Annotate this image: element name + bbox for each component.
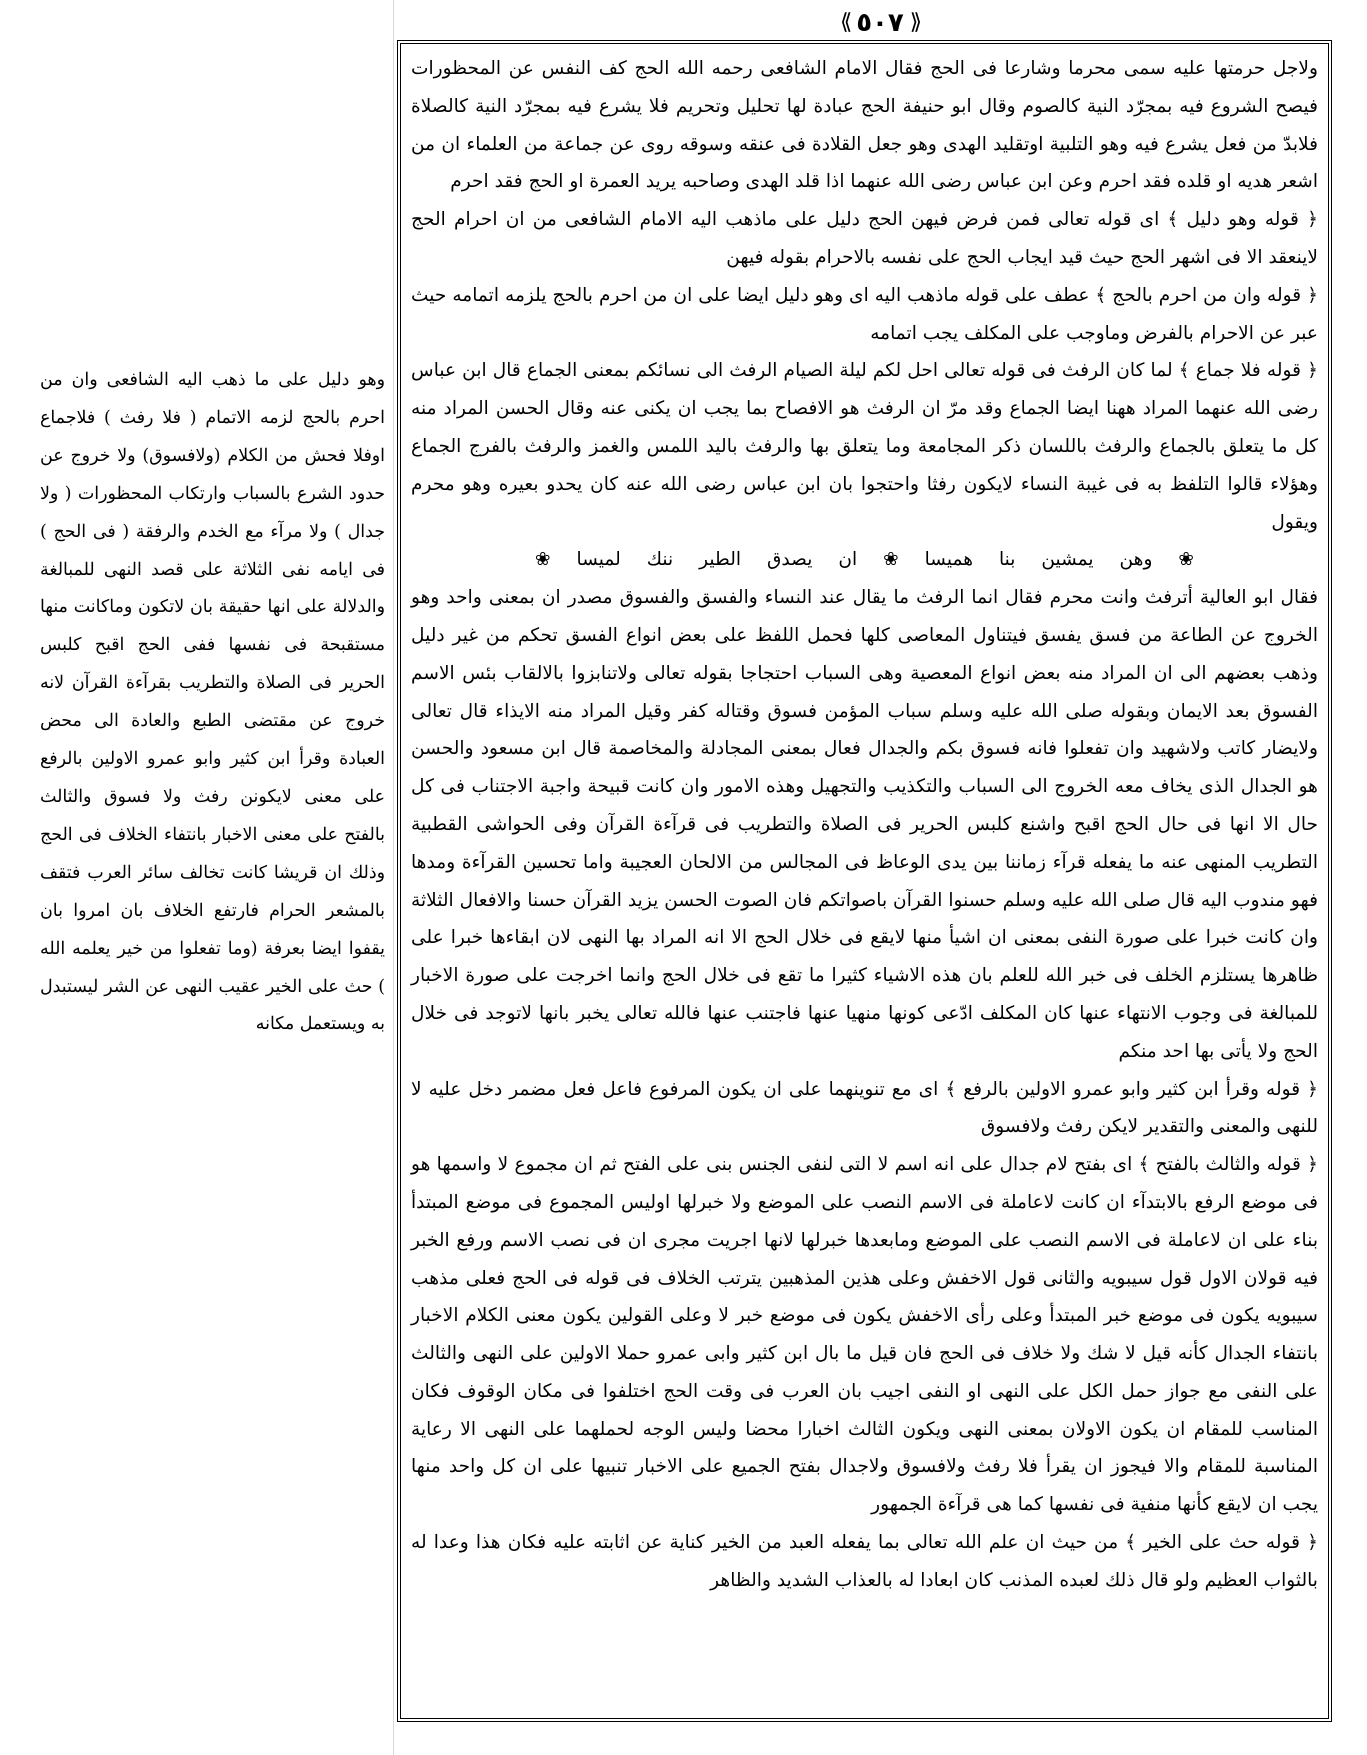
commentary-frame (397, 40, 1332, 1722)
commentary-paragraph: ﴿ قوله حث على الخير ﴾ من حيث ان علم الله تعالى بما يفعله العبد من الخير كناية عن اثابته عليه فكان هذا وعدا له بالثواب العظيم ولو قال ذلك لعبده المذنب كان ابعادا له بالعذاب الشديد والظاهر (411, 1532, 1318, 1591)
commentary-paragraph: فقال ابو العالية أترفث وانت محرم فقال انما الرفث ما يقال عند النساء والفسق والفسوق مصدر ان بمعنى واحد وهو الخروج عن الطاعة من فسق يفسق فيتناول المعاصى كلها فحمل اللفظ على بعض انواع الفسق تحكم من غير دليل وذهب بعضهم الى ان المراد منه بعض انواع المعصية وهى السباب احتجاجا بقوله تعالى ولاتنابزوا بالالقاب بئس الاسم الفسوق بعد الايمان وبقوله صلى الله عليه وسلم سباب المؤمن فسوق وقتاله كفر وقيل المراد منه الايذاء قال تعالى ولايضار كاتب ولاشهيد وان تفعلوا فانه فسوق بكم والجدال فعال بمعنى المجادلة والمخاصمة قال ابن مسعود والحسن هو الجدال الذى يخاف معه الخروج الى السباب والتكذيب والتجهيل وهذه الامور وان كانت قبيحة واجبة الاجتناب فى كل حال الا انها فى حال الحج اقبح واشنع كلبس الحرير فى الصلاة والتطريب فى قرآءة القرآن وفى الحواشى القطبية التطريب المنهى عنه ما يفعله قرآء زماننا بين يدى الوعاظ فى المجالس من الالحان العجيبة واما تحسين القرآءة ومدها فهو مندوب اليه قال صلى الله عليه وسلم حسنوا القرآن باصواتكم فان الصوت الحسن يزيد القرآن حسنا والافعال الثلاثة وان كانت خبرا على صورة النفى بمعنى ان اشيأ منها لايقع فى خلال الحج الا انه المراد بها النهى لان ابقاءها خبرا على ظاهرها يستلزم الخلف فى خبر الله للعلم بان هذه الاشياء كثيرا ما تقع فى خلال الحج وانما اخرجت على صورة الاخبار للمبالغة فى وجوب الانتهاء عنها كان المكلف ادّعى كونها منهيا عنها فاجتنب عنها فالله تعالى يخبر بانها لاتوجد فى خلال الحج ولا يأتى بها احد منكم (411, 587, 1318, 1062)
margin-gloss: وهو دليل على ما ذهب اليه الشافعى وان من احرم بالحج لزمه الاتمام ( فلا رفث ) فلاجماع اوفلا فحش من الكلام (ولافسوق) ولا خروج عن حدود الشرع بالسباب وارتكاب المحظورات ( ولا جدال ) ولا مرآء مع الخدم والرفقة ( فى الحج ) فى ايامه نفى الثلاثة على قصد النهى للمبالغة والدلالة على انها حقيقة بان لاتكون وماكانت منها مستقبحة فى نفسها ففى الحج اقبح كلبس الحرير فى الصلاة والتطريب بقرآءة القرآن لانه خروج عن مقتضى الطبع والعادة الى محض العبادة وقرأ ابن كثير وابو عمرو الاولين بالرفع على معنى لايكونن رفث ولا فسوق والثالث بالفتح على معنى الاخبار بانتفاء الخلاف فى الحج وذلك ان قريشا كانت تخالف سائر العرب فتقف بالمشعر الحرام فارتفع الخلاف بان امروا بان يقفوا ايضا بعرفة (وما تفعلوا من خير يعلمه الله ) حث على الخير عقيب النهى عن الشر ليستبدل به ويستعمل مكانه (40, 370, 385, 1035)
poetry-verse (411, 541, 1318, 579)
commentary-paragraph: ﴿ قوله فلا جماع ﴾ لما كان الرفث فى قوله تعالى احل لكم ليلة الصيام الرفث الى نسائكم بمعنى الجماع قال ابن عباس رضى الله عنهما المراد ههنا ايضا الجماع وقد مرّ ان الرفث هو الافصاح بما يجب ان يكنى عنه وقال الحسن المراد منه كل ما يتعلق بالجماع والرفث باللسان ذكر المجامعة وما يتعلق بها والرفث باليد اللمس والغمز والرفث بالفرج الجماع وهؤلاء قالوا التلفظ به فى غيبة النساء لايكون رفثا واحتجوا بان ابن عباس رضى الله عنه كان يحدو بعيره وهو محرم ويقول (411, 360, 1318, 533)
commentary-paragraph: ﴿ قوله وهو دليل ﴾ اى قوله تعالى فمن فرض فيهن الحج دليل على ماذهب اليه الامام الشافعى من ان احرام الحج لاينعقد الا فى اشهر الحج حيث قيد ايجاب الحج على نفسه بالاحرام بقوله فيهن (411, 209, 1318, 268)
commentary-paragraph: ﴿ قوله وقرأ ابن كثير وابو عمرو الاولين بالرفع ﴾ اى مع تنوينهما على ان يكون المرفوع فاعل فعل مضمر دخل عليه لا للنهى والمعنى والتقدير لايكن رفث ولافسوق (411, 1078, 1318, 1138)
commentary-paragraph: ولاجل حرمتها عليه سمى محرما وشارعا فى الحج فقال الامام الشافعى رحمه الله الحج كف النفس عن المحظورات فيصح الشروع فيه بمجرّد النية كالصوم وقال ابو حنيفة الحج عبادة لها تحليل وتحريم فلا يشرع فيه بمجرّد النية كالصلاة فلابدّ من فعل يشرع فيه وهو التلبية اوتقليد الهدى وهو جعل القلادة فى عنقه وسوقه روى عن جماعة من العلماء ان من اشعر هديه او قلده فقد احرم وعن ابن عباس رضى الله عنهما اذا قلد الهدى وصاحبه يريد العمرة او الحج فقد احرم (411, 58, 1318, 193)
page-fold-line (393, 0, 394, 1755)
verse-separator-icon: ❀ (535, 549, 551, 571)
page-number: ٥٠٧ (856, 8, 904, 38)
commentary-paragraph: ﴿ قوله وان من احرم بالحج ﴾ عطف على قوله ماذهب اليه اى وهو دليل ايضا على ان من احرم بالحج يلزمه اتمامه حيث عبر عن الاحرام بالفرض وماوجب على المكلف يجب اتمامه (411, 284, 1318, 344)
verse-second-hemistich: ان يصدق الطير ننك لميسا (576, 549, 858, 571)
commentary-paragraph: ﴿ قوله والثالث بالفتح ﴾ اى بفتح لام جدال على انه اسم لا التى لنفى الجنس بنى على الفتح ثم ان مجموع لا واسمها هو فى موضع الرفع بالابتدآء ان كانت لاعاملة فى الاسم النصب على الموضع ولا خبرلها اوليس المجموع فى موضع المبتدأ بناء على ان لاعاملة فى الاسم النصب على الموضع ومابعدها خبرلها لانها اجريت مجرى ان فى نصب الاسم ورفع الخبر فيه قولان الاول قول سيبويه والثانى قول الاخفش وعلى هذين المذهبين يترتب الخلاف فى قوله فى الحج فعلى مذهب سيبويه يكون فى موضع خبر المبتدأ وعلى رأى الاخفش يكون فى موضع خبر لا وعلى القولين يكون معنى الكلام الاخبار بانتفاء الجدال كأنه قيل لا شك ولا خلاف فى الحج فان قيل ما بال ابن كثير وابى عمرو حملا الاولين على النهى والثالث على النفى مع جواز حمل الكل على النهى او النفى اجيب بان العرب فى وقت الحج اختلفوا فى مكان الوقوف فكان المناسب للمقام ان يكون الاولان بمعنى النهى ويكون الثالث اخبارا محضا وليس الوجه لحملهما على النهى الا رعاية المناسبة للمقام والا فيجوز ان يقرأ فلا رفث ولافسوق ولاجدال بفتح الجميع على الاخبار تنبيها على ان كل واحد منها يجب ان لايقع كأنها منفية فى نفسها كما هى قرآءة الجمهور (411, 1154, 1318, 1516)
verse-separator-icon: ❀ (1178, 549, 1194, 571)
page-header (760, 6, 1000, 40)
verse-separator-icon: ❀ (883, 549, 899, 571)
verse-first-hemistich: وهن يمشين بنا هميسا (924, 549, 1153, 571)
ornament-right-icon: ⟫ (909, 10, 921, 35)
ornament-left-icon: ⟪ (839, 10, 851, 35)
